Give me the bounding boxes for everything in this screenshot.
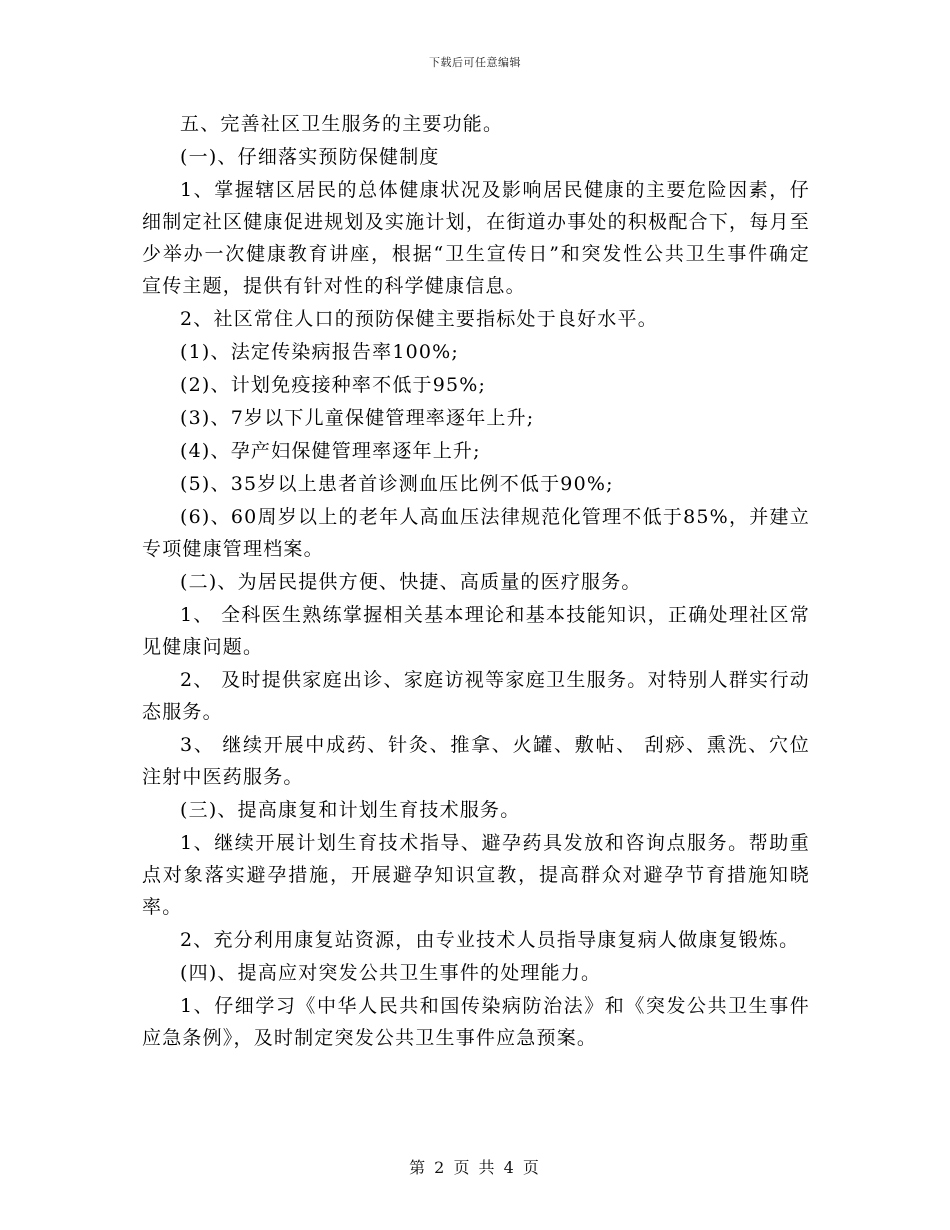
list-item: (2)、计划免疫接种率不低于95%; xyxy=(180,374,487,396)
paragraph: 1、仔细学习《中华人民共和国传染病防治法》和《突发公共卫生事件应急条例》，及时制定突发公共卫生事件应急预案。 xyxy=(142,995,810,1049)
page-header: 下载后可任意编辑 xyxy=(429,56,521,69)
section-heading: 五、完善社区卫生服务的主要功能。 xyxy=(180,113,504,135)
list-item: (5)、35岁以上患者首诊测血压比例不低于90%; xyxy=(180,473,614,495)
paragraph: 1、掌握辖区居民的总体健康状况及影响居民健康的主要危险因素，仔细制定社区健康促进规划及实施计划，在街道办事处的积极配合下，每月至少举办一次健康教育讲座，根据“卫生宣传日”和突发性公共卫生事件确定宣传主题，提供有针对性的科学健康信息。 xyxy=(142,179,810,297)
list-item: (1)、法定传染病报告率100%; xyxy=(180,341,460,363)
subsection-heading: (三)、提高康复和计划生育技术服务。 xyxy=(180,799,521,821)
paragraph: 2、 及时提供家庭出诊、家庭访视等家庭卫生服务。对特别人群实行动态服务。 xyxy=(142,669,810,723)
list-item: (4)、孕产妇保健管理率逐年上升; xyxy=(180,440,481,462)
paragraph: 3、 继续开展中成药、针灸、推拿、火罐、敷帖、 刮痧、熏洗、穴位注射中医药服务。 xyxy=(142,734,810,788)
paragraph: 1、 全科医生熟练掌握相关基本理论和基本技能知识，正确处理社区常见健康问题。 xyxy=(142,604,810,658)
paragraph: 2、社区常住人口的预防保健主要指标处于良好水平。 xyxy=(180,308,658,330)
paragraph: 2、充分利用康复站资源，由专业技术人员指导康复病人做康复锻炼。 xyxy=(180,929,800,951)
subsection-heading: (四)、提高应对突发公共卫生事件的处理能力。 xyxy=(180,962,602,984)
subsection-heading: (一)、仔细落实预防保健制度 xyxy=(180,146,440,168)
subsection-heading: (二)、为居民提供方便、快捷、高质量的医疗服务。 xyxy=(180,571,642,593)
list-item: (6)、60周岁以上的老年人高血压法律规范化管理不低于85%，并建立专项健康管理档案。 xyxy=(142,506,810,560)
page-number: 第 2 页 共 4 页 xyxy=(409,1158,541,1177)
list-item: (3)、7岁以下儿童保健管理率逐年上升; xyxy=(180,407,535,429)
document-body xyxy=(142,108,810,1055)
paragraph: 1、继续开展计划生育技术指导、避孕药具发放和咨询点服务。帮助重点对象落实避孕措施，开展避孕知识宣教，提高群众对避孕节育措施知晓率。 xyxy=(142,832,810,918)
